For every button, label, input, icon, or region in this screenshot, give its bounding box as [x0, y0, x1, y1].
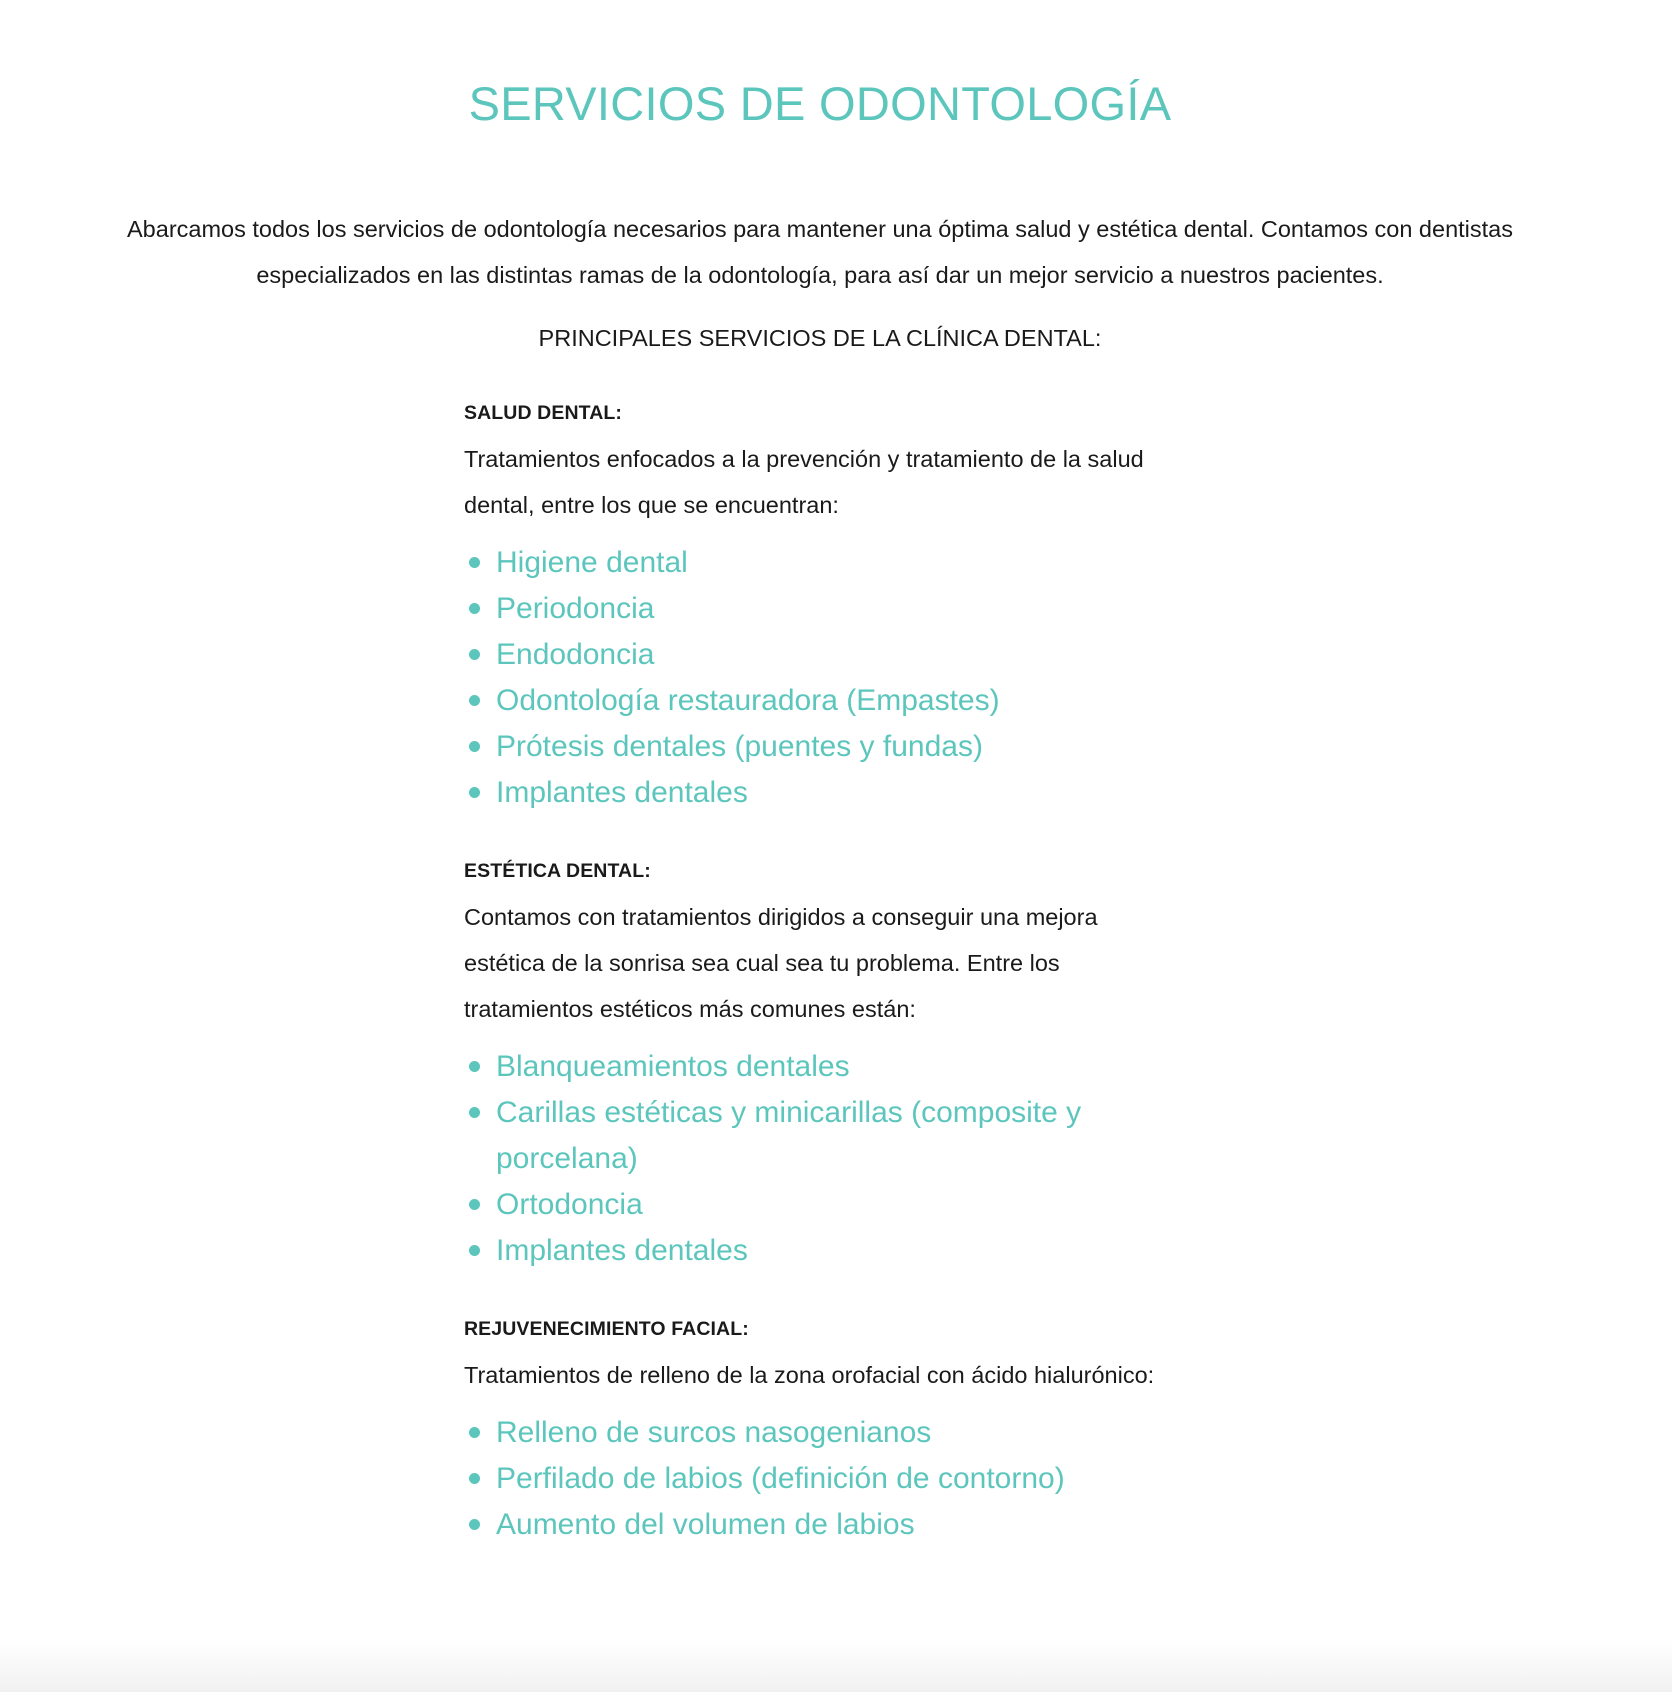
- services-content: [464, 396, 1184, 1586]
- service-link[interactable]: Odontología restauradora (Empastes): [496, 684, 1000, 717]
- service-link[interactable]: Implantes dentales: [496, 776, 748, 809]
- service-list-item[interactable]: [464, 1090, 1184, 1182]
- service-list-item[interactable]: [464, 770, 1184, 816]
- bullet-dot-icon: [469, 695, 480, 706]
- bullet-dot-icon: [469, 1107, 480, 1118]
- bullet-dot-icon: [469, 557, 480, 568]
- services-subtitle: PRINCIPALES SERVICIOS DE LA CLÍNICA DENTAL:: [538, 325, 1102, 351]
- bullet-dot-icon: [469, 1061, 480, 1072]
- section-salud-dental: [464, 396, 1184, 816]
- service-list-item[interactable]: [464, 1228, 1184, 1274]
- bullet-dot-icon: [469, 1519, 480, 1530]
- section-estetica-dental: [464, 854, 1184, 1274]
- bullet-dot-icon: [469, 787, 480, 798]
- bullet-dot-icon: [469, 649, 480, 660]
- footer-divider: [0, 1640, 1672, 1692]
- section-rejuvenecimiento-facial: [464, 1312, 1184, 1548]
- service-list-item[interactable]: [464, 1410, 1184, 1456]
- page-title: SERVICIOS DE ODONTOLOGÍA: [468, 77, 1172, 130]
- bullet-dot-icon: [469, 1245, 480, 1256]
- service-link[interactable]: Perfilado de labios (definición de contorno): [496, 1462, 1065, 1495]
- service-link[interactable]: Relleno de surcos nasogenianos: [496, 1416, 932, 1449]
- service-link[interactable]: Blanqueamientos dentales: [496, 1050, 850, 1083]
- service-list-item[interactable]: [464, 724, 1184, 770]
- service-list-item[interactable]: [464, 1456, 1184, 1502]
- service-link[interactable]: Endodoncia: [496, 638, 655, 671]
- section-heading: SALUD DENTAL:: [464, 402, 623, 424]
- service-link[interactable]: Periodoncia: [496, 592, 655, 625]
- section-description: Tratamientos enfocados a la prevención y tratamiento de la salud dental, entre los que se encuentran:: [464, 446, 1144, 518]
- service-link[interactable]: Ortodoncia: [496, 1188, 643, 1221]
- section-description: Tratamientos de relleno de la zona orofacial con ácido hialurónico:: [464, 1362, 1155, 1388]
- service-list-item[interactable]: [464, 540, 1184, 586]
- service-link[interactable]: Aumento del volumen de labios: [496, 1508, 915, 1541]
- section-heading: ESTÉTICA DENTAL:: [464, 860, 651, 882]
- service-list-item[interactable]: [464, 678, 1184, 724]
- bullet-dot-icon: [469, 1427, 480, 1438]
- service-list-item[interactable]: [464, 1182, 1184, 1228]
- service-list-item[interactable]: [464, 586, 1184, 632]
- service-link[interactable]: Prótesis dentales (puentes y fundas): [496, 730, 983, 763]
- bullet-dot-icon: [469, 1473, 480, 1484]
- service-link[interactable]: Implantes dentales: [496, 1234, 748, 1267]
- service-list: [464, 1410, 1184, 1548]
- service-list-item[interactable]: [464, 632, 1184, 678]
- section-description: Contamos con tratamientos dirigidos a conseguir una mejora estética de la sonrisa sea cual sea tu problema. Entre los tratamientos estéticos más comunes están:: [464, 904, 1098, 1022]
- section-heading: REJUVENECIMIENTO FACIAL:: [464, 1318, 749, 1340]
- service-link[interactable]: Carillas estéticas y minicarillas (composite y porcelana): [496, 1096, 1082, 1175]
- service-list: [464, 1044, 1184, 1274]
- service-list: [464, 540, 1184, 816]
- bullet-dot-icon: [469, 603, 480, 614]
- bullet-dot-icon: [469, 1199, 480, 1210]
- service-link[interactable]: Higiene dental: [496, 546, 688, 579]
- service-list-item[interactable]: [464, 1502, 1184, 1548]
- service-list-item[interactable]: [464, 1044, 1184, 1090]
- intro-paragraph: Abarcamos todos los servicios de odontología necesarios para mantener una óptima salud y estética dental. Contamos con dentistas especializados en las distintas ramas de la odontología, para así dar un mejor servicio a nuestros pacientes.: [127, 216, 1513, 288]
- bullet-dot-icon: [469, 741, 480, 752]
